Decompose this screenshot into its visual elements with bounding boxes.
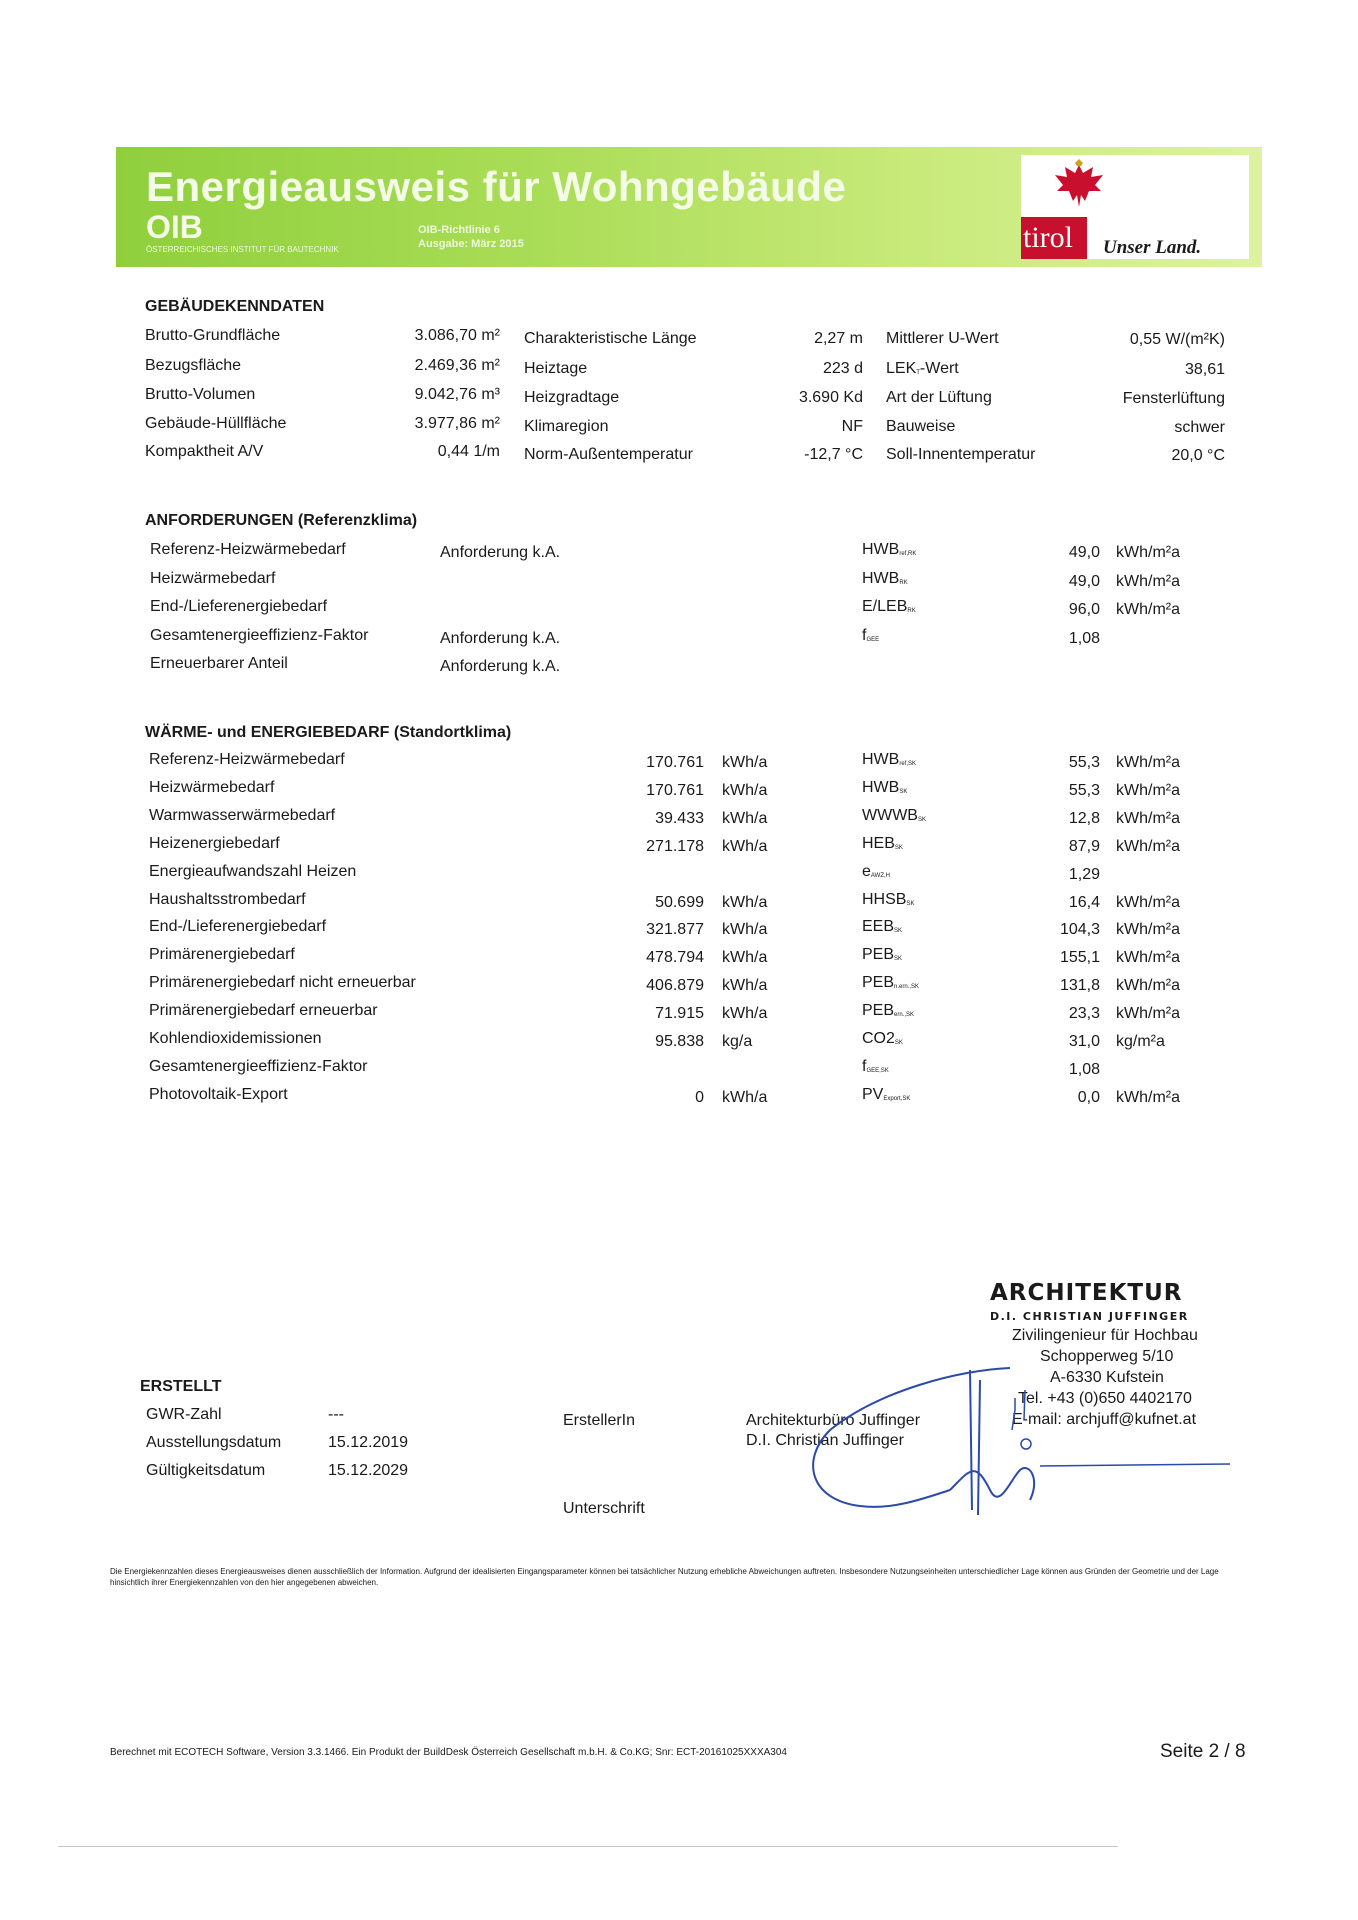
- indicator-symbol: [862, 1002, 914, 1020]
- specific-value: 16,4: [1068, 894, 1100, 911]
- specific-unit: kWh/m²a: [1116, 544, 1180, 561]
- specific-value: 87,9: [1068, 838, 1100, 855]
- symbol-main: f: [862, 627, 867, 644]
- symbol-main: HEB: [862, 835, 895, 852]
- gebaeude-label: Bauweise: [886, 418, 956, 435]
- table-row-label: Referenz-Heizwärmebedarf: [149, 751, 345, 768]
- table-row-label: Photovoltaik-Export: [149, 1086, 288, 1103]
- absolute-value: 406.879: [646, 977, 704, 994]
- specific-unit: kWh/m²a: [1116, 894, 1180, 911]
- gebaeude-value: -12,7 °C: [804, 446, 863, 463]
- gebaeude-value: 3.086,70 m²: [414, 327, 500, 344]
- gwr-value: ---: [328, 1406, 344, 1423]
- symbol-subscript: GEE,SK: [866, 1068, 889, 1074]
- specific-value: 55,3: [1068, 754, 1100, 771]
- indicator-symbol: [862, 974, 919, 992]
- gwr-label: GWR-Zahl: [146, 1406, 222, 1423]
- gebaeude-value: 0,44 1/m: [437, 443, 500, 460]
- table-row-label: Primärenergiebedarf: [149, 946, 295, 963]
- specific-value: 23,3: [1068, 1005, 1100, 1022]
- symbol-main: PEB: [862, 1002, 895, 1019]
- gebaeude-label: Klimaregion: [524, 418, 609, 435]
- anforderungen-heading: ANFORDERUNGEN (Referenzklima): [145, 512, 418, 529]
- tirol-logo: [1021, 155, 1249, 259]
- label-main: LEK: [886, 360, 917, 377]
- gebaeude-label: Heizgradtage: [524, 389, 620, 406]
- indicator-symbol: [862, 627, 879, 645]
- indicator-symbol: [862, 598, 916, 616]
- table-row-label: Primärenergiebedarf nicht erneuerbar: [149, 974, 416, 991]
- table-row-label: Erneuerbarer Anteil: [150, 655, 288, 672]
- ausstellungsdatum-value: 15.12.2019: [328, 1434, 409, 1451]
- specific-unit: kWh/m²a: [1116, 573, 1180, 590]
- ausstellungsdatum-label: Ausstellungsdatum: [146, 1434, 282, 1451]
- symbol-main: HWB: [862, 570, 900, 587]
- symbol-subscript: RK: [907, 608, 916, 614]
- specific-value: 1,08: [1068, 1061, 1100, 1078]
- gebaeude-label: Brutto-Grundfläche: [145, 327, 281, 344]
- table-row-label: Gesamtenergieeffizienz-Faktor: [150, 627, 369, 644]
- table-row-label: Gesamtenergieeffizienz-Faktor: [149, 1058, 368, 1075]
- specific-unit: kWh/m²a: [1116, 1005, 1180, 1022]
- disclaimer-text: Die Energiekennzahlen dieses Energieausweises dienen ausschließlich der Information. Aufgrund der idealisierten Eingangsparameter können bei tatsächlicher Nutzung erhebliche Abweichungen auftreten. Insbesondere Nutzungseinheiten unterschiedlicher Lage können aus Gründen der Geometrie und der Lage hinsichtlich ihrer Energiekennzahlen von den hier angegebenen abweichen.: [110, 1567, 1219, 1587]
- symbol-subscript: SK: [917, 817, 926, 823]
- gebaeude-label: Heiztage: [524, 360, 588, 377]
- gebaeude-value: 3.977,86 m²: [414, 415, 500, 432]
- footer-divider: [58, 1846, 1118, 1847]
- absolute-unit: kWh/a: [722, 894, 768, 911]
- specific-unit: kWh/m²a: [1116, 754, 1180, 771]
- symbol-main: PV: [862, 1086, 884, 1103]
- indicator-symbol: [862, 1030, 903, 1048]
- table-row-label: Warmwasserwärmebedarf: [149, 807, 336, 824]
- absolute-value: 478.794: [646, 949, 704, 966]
- stamp-line: A-6330 Kufstein: [1050, 1369, 1164, 1386]
- symbol-subscript: n.ern.,SK: [894, 984, 920, 990]
- label-subscript: T: [916, 370, 920, 376]
- table-row-label: Heizwärmebedarf: [149, 779, 275, 796]
- label-suffix: -Wert: [919, 360, 959, 377]
- specific-value: 49,0: [1068, 544, 1100, 561]
- symbol-subscript: SK: [894, 1040, 903, 1046]
- specific-unit: kWh/m²a: [1116, 1089, 1180, 1106]
- gebaeude-label: Mittlerer U-Wert: [886, 330, 999, 347]
- gebaeude-label: Kompaktheit A/V: [145, 443, 264, 460]
- specific-unit: kWh/m²a: [1116, 949, 1180, 966]
- table-row-label: Heizenergiebedarf: [149, 835, 280, 852]
- stamp-name: ARCHITEKTUR: [990, 1280, 1183, 1306]
- table-row-label: Kohlendioxidemissionen: [149, 1030, 322, 1047]
- table-row-label: End-/Lieferenergiebedarf: [150, 598, 328, 615]
- gebaeude-value: NF: [841, 418, 863, 435]
- symbol-subscript: SK: [899, 789, 908, 795]
- symbol-main: E/LEB: [862, 598, 908, 615]
- table-row-label: Referenz-Heizwärmebedarf: [150, 541, 346, 558]
- symbol-main: CO2: [862, 1030, 895, 1047]
- specific-unit: kWh/m²a: [1116, 838, 1180, 855]
- specific-value: 55,3: [1068, 782, 1100, 799]
- absolute-unit: kWh/a: [722, 838, 768, 855]
- gebaeude-label: Gebäude-Hüllfläche: [145, 415, 287, 432]
- gebaeude-value: 38,61: [1184, 361, 1225, 378]
- absolute-unit: kWh/a: [722, 810, 768, 827]
- tirol-text: tirol: [1023, 221, 1073, 254]
- ersteller-person: D.I. Christian Juffinger: [746, 1432, 904, 1449]
- symbol-main: HWB: [862, 779, 900, 796]
- page-number: Seite 2 / 8: [1160, 1741, 1246, 1762]
- indicator-symbol: [862, 863, 890, 881]
- ersteller-name: Architekturbüro Juffinger: [746, 1412, 921, 1429]
- specific-unit: kg/m²a: [1116, 1033, 1165, 1050]
- specific-value: 104,3: [1059, 921, 1100, 938]
- absolute-unit: kWh/a: [722, 1005, 768, 1022]
- indicator-symbol: [862, 779, 907, 797]
- specific-value: 96,0: [1068, 601, 1100, 618]
- specific-value: 131,8: [1059, 977, 1100, 994]
- erstellt-heading: ERSTELLT: [140, 1378, 222, 1395]
- symbol-subscript: ref,RK: [899, 551, 917, 557]
- indicator-symbol: [862, 570, 908, 588]
- stamp-line: Tel. +43 (0)650 4402170: [1018, 1390, 1192, 1407]
- ersteller-label: ErstellerIn: [563, 1412, 636, 1429]
- symbol-main: HHSB: [862, 891, 907, 908]
- gebaeude-value: 223 d: [822, 360, 863, 377]
- table-row-label: Heizwärmebedarf: [150, 570, 276, 587]
- waerme-heading: WÄRME- und ENERGIEBEDARF (Standortklima): [145, 724, 512, 741]
- absolute-value: 50.699: [655, 894, 704, 911]
- gebaeude-value: 3.690 Kd: [798, 389, 863, 406]
- richtlinie-label: OIB-Richtlinie 6: [418, 224, 500, 236]
- table-row-label: Primärenergiebedarf erneuerbar: [149, 1002, 378, 1019]
- stamp-line: E-mail: archjuff@kufnet.at: [1012, 1411, 1197, 1428]
- gebaeude-value: 9.042,76 m³: [414, 386, 500, 403]
- symbol-main: PEB: [862, 946, 895, 963]
- symbol-subscript: SK: [894, 928, 903, 934]
- richtlinie-info: [418, 223, 524, 251]
- specific-unit: kWh/m²a: [1116, 782, 1180, 799]
- specific-unit: kWh/m²a: [1116, 921, 1180, 938]
- table-row-label: Haushaltsstrombedarf: [149, 891, 306, 908]
- symbol-main: e: [862, 863, 871, 880]
- symbol-subscript: ern.,SK: [894, 1012, 915, 1018]
- table-row-label: End-/Lieferenergiebedarf: [149, 918, 327, 935]
- absolute-value: 95.838: [655, 1033, 704, 1050]
- specific-value: 1,08: [1068, 630, 1100, 647]
- requirement-text: Anforderung k.A.: [440, 658, 561, 675]
- symbol-subscript: RK: [899, 580, 908, 586]
- gebaeude-label: Art der Lüftung: [886, 389, 992, 406]
- symbol-subscript: SK: [894, 956, 903, 962]
- indicator-symbol: [862, 946, 902, 964]
- absolute-unit: kWh/a: [722, 977, 768, 994]
- gebaeude-value: 2,27 m: [814, 330, 863, 347]
- absolute-value: 170.761: [646, 782, 704, 799]
- specific-value: 31,0: [1068, 1033, 1100, 1050]
- symbol-main: PEB: [862, 974, 895, 991]
- specific-unit: kWh/m²a: [1116, 810, 1180, 827]
- oib-label: OIB: [146, 209, 203, 245]
- symbol-subscript: GEE: [866, 637, 880, 643]
- absolute-value: 39.433: [655, 810, 704, 827]
- absolute-unit: kWh/a: [722, 1089, 768, 1106]
- indicator-symbol: [862, 541, 916, 559]
- indicator-symbol: [862, 835, 903, 853]
- specific-value: 1,29: [1068, 866, 1100, 883]
- specific-unit: kWh/m²a: [1116, 977, 1180, 994]
- symbol-subscript: ref,SK: [899, 761, 917, 767]
- symbol-subscript: SK: [906, 901, 915, 907]
- absolute-unit: kWh/a: [722, 754, 768, 771]
- specific-value: 155,1: [1059, 949, 1100, 966]
- symbol-main: WWWB: [862, 807, 918, 824]
- gebaeude-heading: GEBÄUDEKENNDATEN: [145, 298, 325, 315]
- gebaeude-label: Norm-Außentemperatur: [524, 446, 693, 463]
- requirement-text: Anforderung k.A.: [440, 630, 561, 647]
- absolute-value: 170.761: [646, 754, 704, 771]
- absolute-value: 71.915: [655, 1005, 704, 1022]
- indicator-symbol: [862, 1058, 889, 1076]
- indicator-symbol: [862, 1086, 910, 1104]
- stamp-line: Zivilingenieur für Hochbau: [1012, 1327, 1198, 1344]
- absolute-unit: kg/a: [722, 1033, 753, 1050]
- gebaeude-value: Fensterlüftung: [1122, 390, 1225, 407]
- tirol-slogan: Unser Land.: [1103, 237, 1202, 258]
- absolute-unit: kWh/a: [722, 782, 768, 799]
- absolute-value: 0: [695, 1089, 704, 1106]
- absolute-value: 271.178: [646, 838, 704, 855]
- stamp-line: Schopperweg 5/10: [1040, 1348, 1174, 1365]
- indicator-symbol: [862, 807, 926, 825]
- gebaeude-label: [886, 360, 959, 378]
- gebaeude-label: Charakteristische Länge: [524, 330, 697, 347]
- gebaeude-value: 20,0 °C: [1171, 447, 1225, 464]
- symbol-main: HWB: [862, 541, 900, 558]
- specific-unit: kWh/m²a: [1116, 601, 1180, 618]
- gebaeude-value: 2.469,36 m²: [414, 357, 500, 374]
- footer-software: Berechnet mit ECOTECH Software, Version 3.3.1466. Ein Produkt der BuildDesk Österreich Gesellschaft m.b.H. & Co.KG; Snr: ECT-20161025XXXA304: [110, 1747, 787, 1758]
- symbol-main: HWB: [862, 751, 900, 768]
- gebaeude-label: Brutto-Volumen: [145, 386, 256, 403]
- symbol-main: EEB: [862, 918, 895, 935]
- indicator-symbol: [862, 891, 914, 909]
- specific-value: 49,0: [1068, 573, 1100, 590]
- signature-icon: [800, 1350, 1240, 1520]
- symbol-subscript: SK: [894, 845, 903, 851]
- absolute-unit: kWh/a: [722, 949, 768, 966]
- unterschrift-label: Unterschrift: [563, 1500, 645, 1517]
- gueltigkeitsdatum-label: Gültigkeitsdatum: [146, 1462, 266, 1479]
- gebaeude-value: 0,55 W/(m²K): [1129, 331, 1225, 348]
- oib-subtitle: ÖSTERREICHISCHES INSTITUT FÜR BAUTECHNIK: [146, 245, 339, 254]
- indicator-symbol: [862, 918, 902, 936]
- header-banner: [116, 147, 1262, 267]
- gebaeude-label: Soll-Innentemperatur: [886, 446, 1036, 463]
- symbol-subscript: AWZ,H: [870, 873, 891, 879]
- absolute-unit: kWh/a: [722, 921, 768, 938]
- gebaeude-label: Bezugsfläche: [145, 357, 242, 374]
- table-row-label: Energieaufwandszahl Heizen: [149, 863, 357, 880]
- tirol-eagle-icon: [1051, 159, 1107, 213]
- symbol-subscript: Export,SK: [883, 1096, 911, 1102]
- document-title: Energieausweis für Wohngebäude: [146, 163, 847, 210]
- requirement-text: Anforderung k.A.: [440, 544, 561, 561]
- specific-value: 0,0: [1077, 1089, 1100, 1106]
- indicator-symbol: [862, 751, 916, 769]
- ausgabe-label: Ausgabe: März 2015: [418, 238, 524, 250]
- specific-value: 12,8: [1068, 810, 1100, 827]
- absolute-value: 321.877: [646, 921, 704, 938]
- gueltigkeitsdatum-value: 15.12.2029: [328, 1462, 409, 1479]
- symbol-main: f: [862, 1058, 867, 1075]
- stamp-person: D.I. CHRISTIAN JUFFINGER: [990, 1310, 1189, 1323]
- gebaeude-value: schwer: [1174, 419, 1225, 436]
